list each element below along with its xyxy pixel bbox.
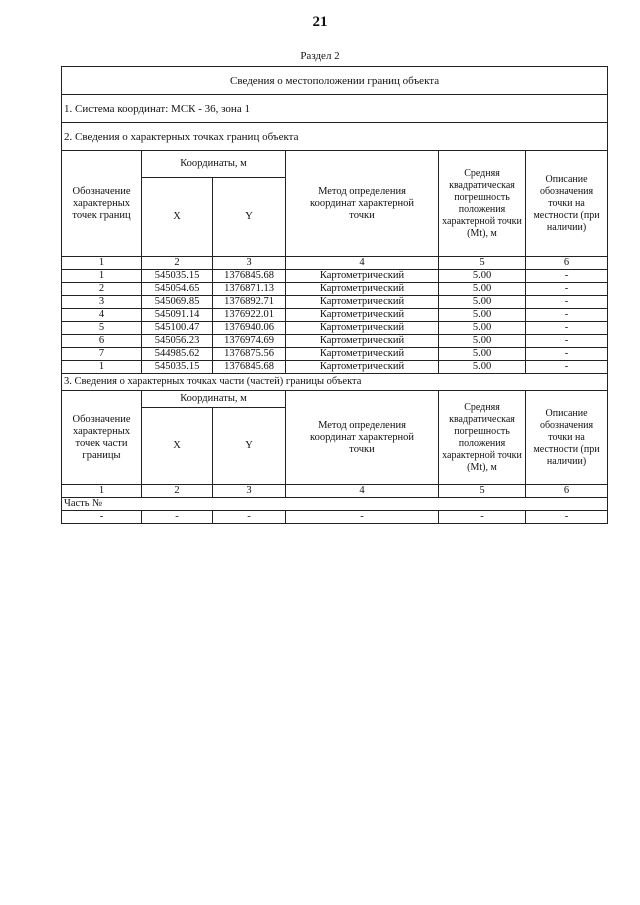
point-cell: 1	[62, 270, 142, 283]
method-cell: Картометрический	[286, 361, 439, 374]
col-number: 2	[142, 257, 213, 270]
y-cell: 1376845.68	[213, 270, 286, 283]
x-cell: 544985.62	[142, 348, 213, 361]
part-cell: -	[526, 511, 608, 524]
header3-accuracy: Средняя квадратическая погрешность положения характерной точки (Mt), м	[439, 391, 526, 485]
y-cell: 1376871.13	[213, 283, 286, 296]
col-number: 6	[526, 485, 608, 498]
mt-cell: 5.00	[439, 270, 526, 283]
method-cell: Картометрический	[286, 283, 439, 296]
coord-system: 1. Система координат: МСК - 36, зона 1	[62, 95, 608, 123]
method-cell: Картометрический	[286, 322, 439, 335]
header3-method: Метод определения координат характерной точки	[286, 391, 439, 485]
point-cell: 4	[62, 309, 142, 322]
y-cell: 1376922.01	[213, 309, 286, 322]
method-cell: Картометрический	[286, 296, 439, 309]
x-cell: 545100.47	[142, 322, 213, 335]
boundary-table	[61, 66, 608, 524]
y-cell: 1376892.71	[213, 296, 286, 309]
desc-cell: -	[526, 270, 608, 283]
table-row	[62, 361, 608, 374]
desc-cell: -	[526, 296, 608, 309]
col-number: 4	[286, 485, 439, 498]
x-cell: 545091.14	[142, 309, 213, 322]
mt-cell: 5.00	[439, 348, 526, 361]
col-number: 3	[213, 257, 286, 270]
header-y: Y	[213, 178, 286, 257]
table-row	[62, 335, 608, 348]
point-cell: 6	[62, 335, 142, 348]
header-description: Описание обозначения точки на местности (при наличии)	[526, 151, 608, 257]
desc-cell: -	[526, 322, 608, 335]
mt-cell: 5.00	[439, 296, 526, 309]
point-cell: 5	[62, 322, 142, 335]
y-cell: 1376845.68	[213, 361, 286, 374]
table-row	[62, 296, 608, 309]
col-number: 4	[286, 257, 439, 270]
mt-cell: 5.00	[439, 322, 526, 335]
mt-cell: 5.00	[439, 309, 526, 322]
desc-cell: -	[526, 335, 608, 348]
part-cell: -	[142, 511, 213, 524]
header3-x: X	[142, 408, 213, 485]
method-cell: Картометрический	[286, 348, 439, 361]
header-accuracy: Средняя квадратическая погрешность положения характерной точки (Mt), м	[439, 151, 526, 257]
desc-cell: -	[526, 348, 608, 361]
y-cell: 1376974.69	[213, 335, 286, 348]
part-cell: -	[439, 511, 526, 524]
part-cell: -	[213, 511, 286, 524]
header3-y: Y	[213, 408, 286, 485]
header3-coords: Координаты, м	[142, 391, 286, 408]
point-cell: 7	[62, 348, 142, 361]
table-row	[62, 348, 608, 361]
header-x: X	[142, 178, 213, 257]
desc-cell: -	[526, 283, 608, 296]
x-cell: 545056.23	[142, 335, 213, 348]
table-title: Сведения о местоположении границ объекта	[62, 67, 608, 95]
part-cell: -	[62, 511, 142, 524]
col-number: 3	[213, 485, 286, 498]
table-row	[62, 322, 608, 335]
header-point: Обозначение характерных точек границ	[62, 151, 142, 257]
x-cell: 545035.15	[142, 270, 213, 283]
y-cell: 1376875.56	[213, 348, 286, 361]
y-cell: 1376940.06	[213, 322, 286, 335]
col-number: 5	[439, 257, 526, 270]
desc-cell: -	[526, 361, 608, 374]
x-cell: 545054.65	[142, 283, 213, 296]
table-row	[62, 511, 608, 524]
col-number: 1	[62, 485, 142, 498]
section2-title: 2. Сведения о характерных точках границ объекта	[62, 123, 608, 151]
part-cell: -	[286, 511, 439, 524]
table-row	[62, 309, 608, 322]
part-label: Часть №	[62, 498, 608, 511]
header3-point: Обозначение характерных точек части границы	[62, 391, 142, 485]
section-label: Раздел 2	[300, 50, 340, 62]
point-cell: 3	[62, 296, 142, 309]
mt-cell: 5.00	[439, 335, 526, 348]
x-cell: 545035.15	[142, 361, 213, 374]
col-number: 1	[62, 257, 142, 270]
method-cell: Картометрический	[286, 335, 439, 348]
header-coords: Координаты, м	[142, 151, 286, 178]
point-cell: 1	[62, 361, 142, 374]
col-number: 2	[142, 485, 213, 498]
col-number: 5	[439, 485, 526, 498]
header-method: Метод определения координат характерной точки	[286, 151, 439, 257]
point-cell: 2	[62, 283, 142, 296]
table-row	[62, 283, 608, 296]
x-cell: 545069.85	[142, 296, 213, 309]
desc-cell: -	[526, 309, 608, 322]
mt-cell: 5.00	[439, 283, 526, 296]
page-number: 21	[312, 14, 328, 30]
header3-description: Описание обозначения точки на местности (при наличии)	[526, 391, 608, 485]
section3-title: 3. Сведения о характерных точках части (частей) границы объекта	[62, 374, 608, 391]
col-number: 6	[526, 257, 608, 270]
table-row	[62, 270, 608, 283]
method-cell: Картометрический	[286, 270, 439, 283]
method-cell: Картометрический	[286, 309, 439, 322]
mt-cell: 5.00	[439, 361, 526, 374]
